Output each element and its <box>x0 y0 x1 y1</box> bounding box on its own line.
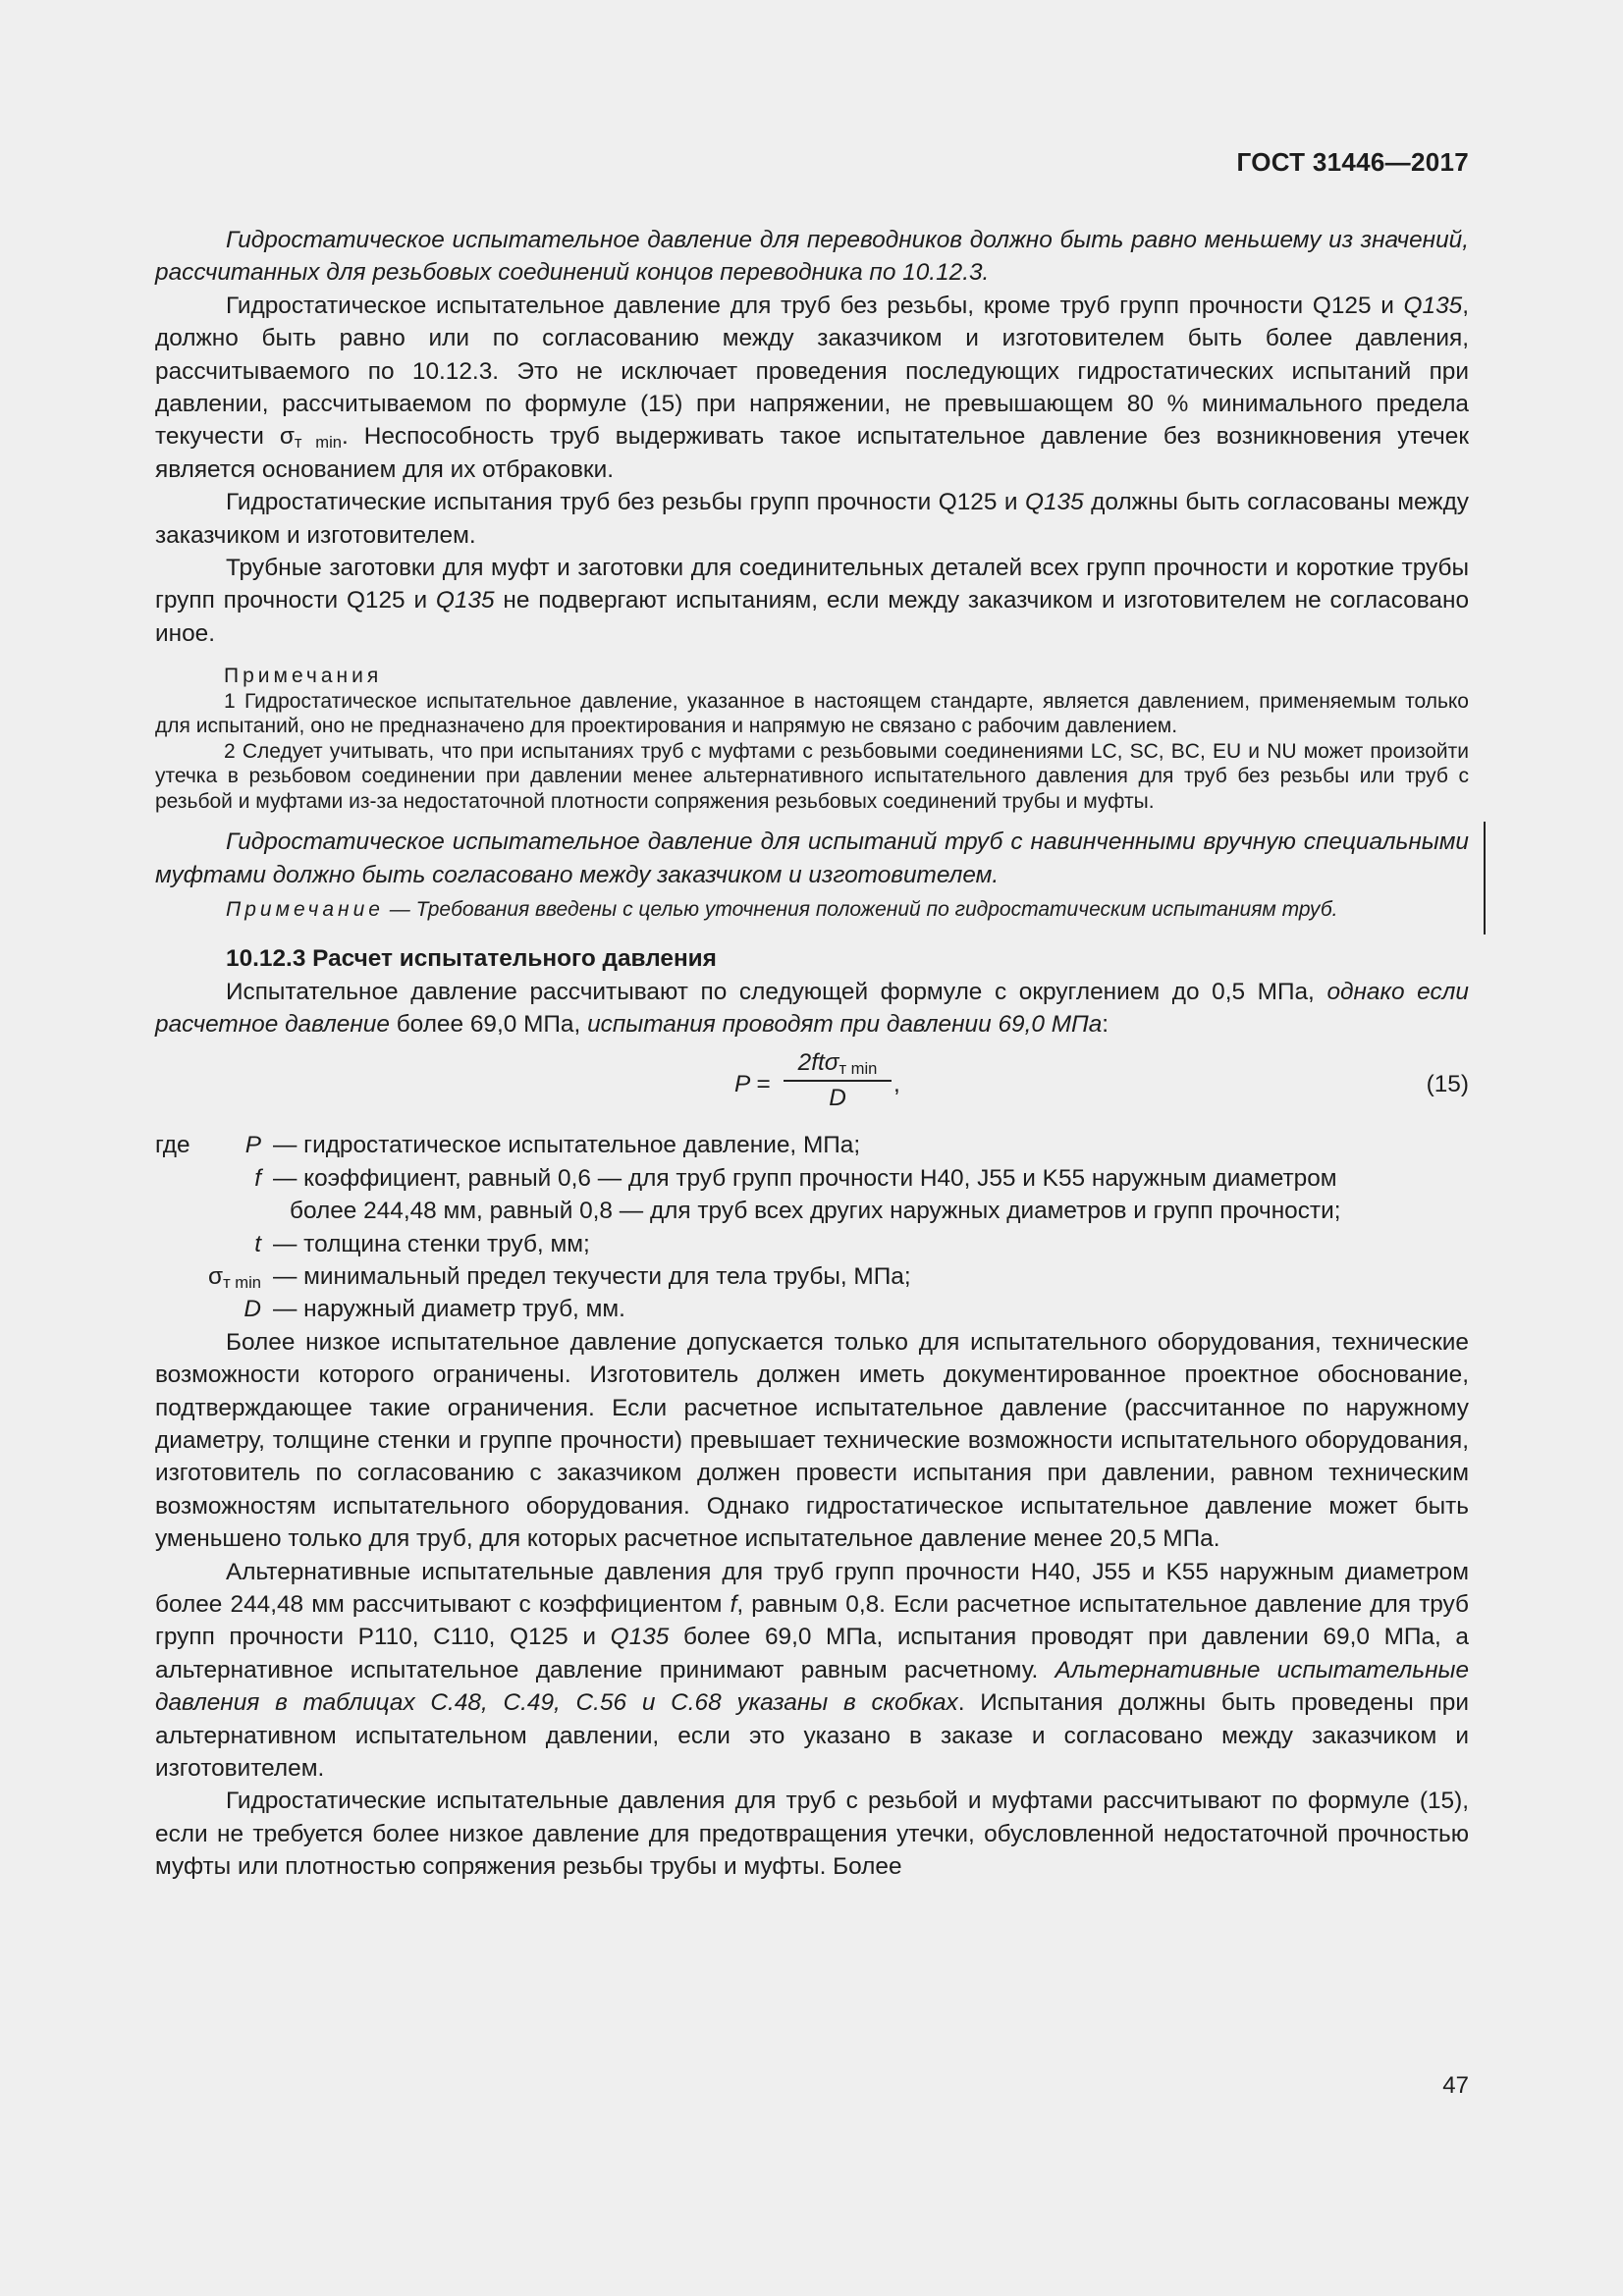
legend-text: — наружный диаметр труб, мм. <box>273 1296 625 1323</box>
page-content <box>155 224 1469 1884</box>
paragraph-hydro-tests-q125: Гидростатические испытания труб без резьбы групп прочности Q125 и Q135 должны быть согласованы между заказчиком и изготовителем. <box>155 489 1469 549</box>
legend-item <box>155 1129 1469 1161</box>
legend-symbol: $\sigma_{т min}$ <box>208 1262 261 1293</box>
notes-title: Примечания <box>224 665 383 688</box>
paragraph-formula-intro: Испытательное давление рассчитывают по следующей формуле с округлением до 0,5 МПа, однако если расчетное давление более 69,0 МПа, испытания проводят при давлении 69,0 МПа: <box>155 978 1469 1038</box>
legend-text-continuation: более 244,48 мм, равный 0,8 — для труб всех других наружных диаметров и групп прочности; <box>290 1198 1341 1225</box>
formula-comma: , <box>893 1071 900 1098</box>
section-heading: 10.12.3 Расчет испытательного давления <box>226 945 717 973</box>
paragraph-coupling-blanks: Трубные заготовки для муфт и заготовки для соединительных деталей всех групп прочности и короткие трубы групп прочности Q125 и Q135 не подвергают испытаниям, если между заказчиком и изготовителем не согласовано иное. <box>155 555 1470 647</box>
legend-item <box>155 1293 1469 1325</box>
legend-item <box>155 1260 1469 1293</box>
paragraph-adapters: Гидростатическое испытательное давление для переводников должно быть равно меньшему из значений, рассчитанных для резьбовых соединений концов переводника по 10.12.3. <box>155 227 1469 287</box>
formula-legend <box>155 1129 1469 1325</box>
formula-fraction <box>784 1048 892 1113</box>
notes-block <box>155 664 1469 814</box>
fraction-bar <box>784 1080 892 1082</box>
paragraph-special-couplings: Гидростатическое испытательное давление для испытаний труб с навинченными вручную специальными муфтами должно быть согласовано между заказчиком и изготовителем. <box>155 828 1469 888</box>
formula-15 <box>155 1048 1469 1125</box>
legend-text: — толщина стенки труб, мм; <box>273 1230 590 1257</box>
legend-symbol: f <box>254 1164 261 1192</box>
paragraph-lower-pressure: Более низкое испытательное давление допускается только для испытательного оборудования, технические возможности которого ограничены. Изготовитель должен иметь документированное проектное обоснование, подтверждающее такие ограничения. Если расчетное испытательное давление (рассчитанное по наружному диаметру, толщине стенки и группе прочности) превышает технические возможности испытательного оборудования, изготовитель по согласованию с заказчиком должен провести испытания при давлении, равном техническим возможностям испытательного оборудования. Однако гидростатическое испытательное давление может быть уменьшено только для труб, для которых расчетное испытательное давление менее 20,5 МПа. <box>155 1328 1469 1553</box>
change-bar <box>1484 822 1486 934</box>
document-id-header: ГОСТ 31446—2017 <box>1236 147 1469 177</box>
formula-denominator: D <box>829 1084 846 1111</box>
legend-symbol: D <box>243 1296 261 1323</box>
amended-block <box>155 826 1469 923</box>
amendment-note: Примечание — Требования введены с целью уточнения положений по гидростатическим испытаниям труб. <box>226 898 1338 922</box>
paragraph-threaded-pipes: Гидростатические испытательные давления для труб с резьбой и муфтами рассчитывают по формуле (15), если не требуется более низкое давление для предотвращения утечки, обусловленной недостаточной прочностью муфты или плотностью сопряжения резьбы трубы и муфты. Более <box>155 1788 1469 1881</box>
legend-text: — коэффициент, равный 0,6 — для труб групп прочности H40, J55 и K55 наружным диаметром <box>273 1164 1337 1192</box>
note-2: 2 Следует учитывать, что при испытаниях труб с муфтами с резьбовыми соединениями LC, SC, BC, EU и NU может произойти утечка в резьбовом соединении при давлении менее альтернативного испытательного давления для труб без резьбы или труб с резьбой и муфтами из-за недостаточной плотности сопряжения резьбовых соединений трубы и муфты. <box>155 739 1469 813</box>
legend-text: — гидростатическое испытательное давление, МПа; <box>273 1132 861 1159</box>
legend-item <box>155 1162 1469 1195</box>
legend-where: где <box>155 1132 190 1159</box>
legend-symbol: t <box>254 1230 261 1257</box>
legend-symbol: P <box>244 1132 261 1159</box>
paragraph-unthreaded-pipes: Гидростатическое испытательное давление для труб без резьбы, кроме труб групп прочности Q125 и Q135, должно быть равно или по согласованию между заказчиком и изготовителем быть более давления, рассчитываемого по 10.12.3. Это не исключает проведения последующих гидростатических испытаний при давлении, рассчитываемом по формуле (15) при напряжении, не превышающем 80 % минимального предела текучести $\sigma_{т min}$. Неспособность труб выдерживать такое испытательное давление без возникновения утечек является основанием для их отбраковки. <box>155 292 1469 483</box>
formula-numerator: 2ftσ$_{т min}$ <box>797 1049 878 1079</box>
legend-item <box>155 1228 1469 1260</box>
legend-text: — минимальный предел текучести для тела трубы, МПа; <box>273 1262 911 1290</box>
page-number: 47 <box>1442 2072 1469 2099</box>
formula-lhs: P = <box>734 1071 771 1098</box>
note-1: 1 Гидростатическое испытательное давление, указанное в настоящем стандарте, является давлением, применяемым только для испытаний, оно не предназначено для проектирования и напрямую не связано с рабочим давлением. <box>155 689 1469 738</box>
paragraph-alternative-pressures: Альтернативные испытательные давления для труб групп прочности H40, J55 и K55 наружным диаметром более 244,48 мм рассчитывают с коэффициентом f, равным 0,8. Если расчетное испытательное давление для труб групп прочности P110, C110, Q125 и Q135 более 69,0 МПа, испытания проводят при давлении 69,0 МПа, а альтернативное испытательное давление принимают равным расчетному. Альтернативные испытательные давления в таблицах С.48, С.49, С.56 и С.68 указаны в скобках. Испытания должны быть проведены при альтернативном испытательном давлении, если это указано в заказе и согласовано между заказчиком и изготовителем. <box>155 1558 1470 1783</box>
formula-number: (15) <box>1426 1071 1469 1098</box>
